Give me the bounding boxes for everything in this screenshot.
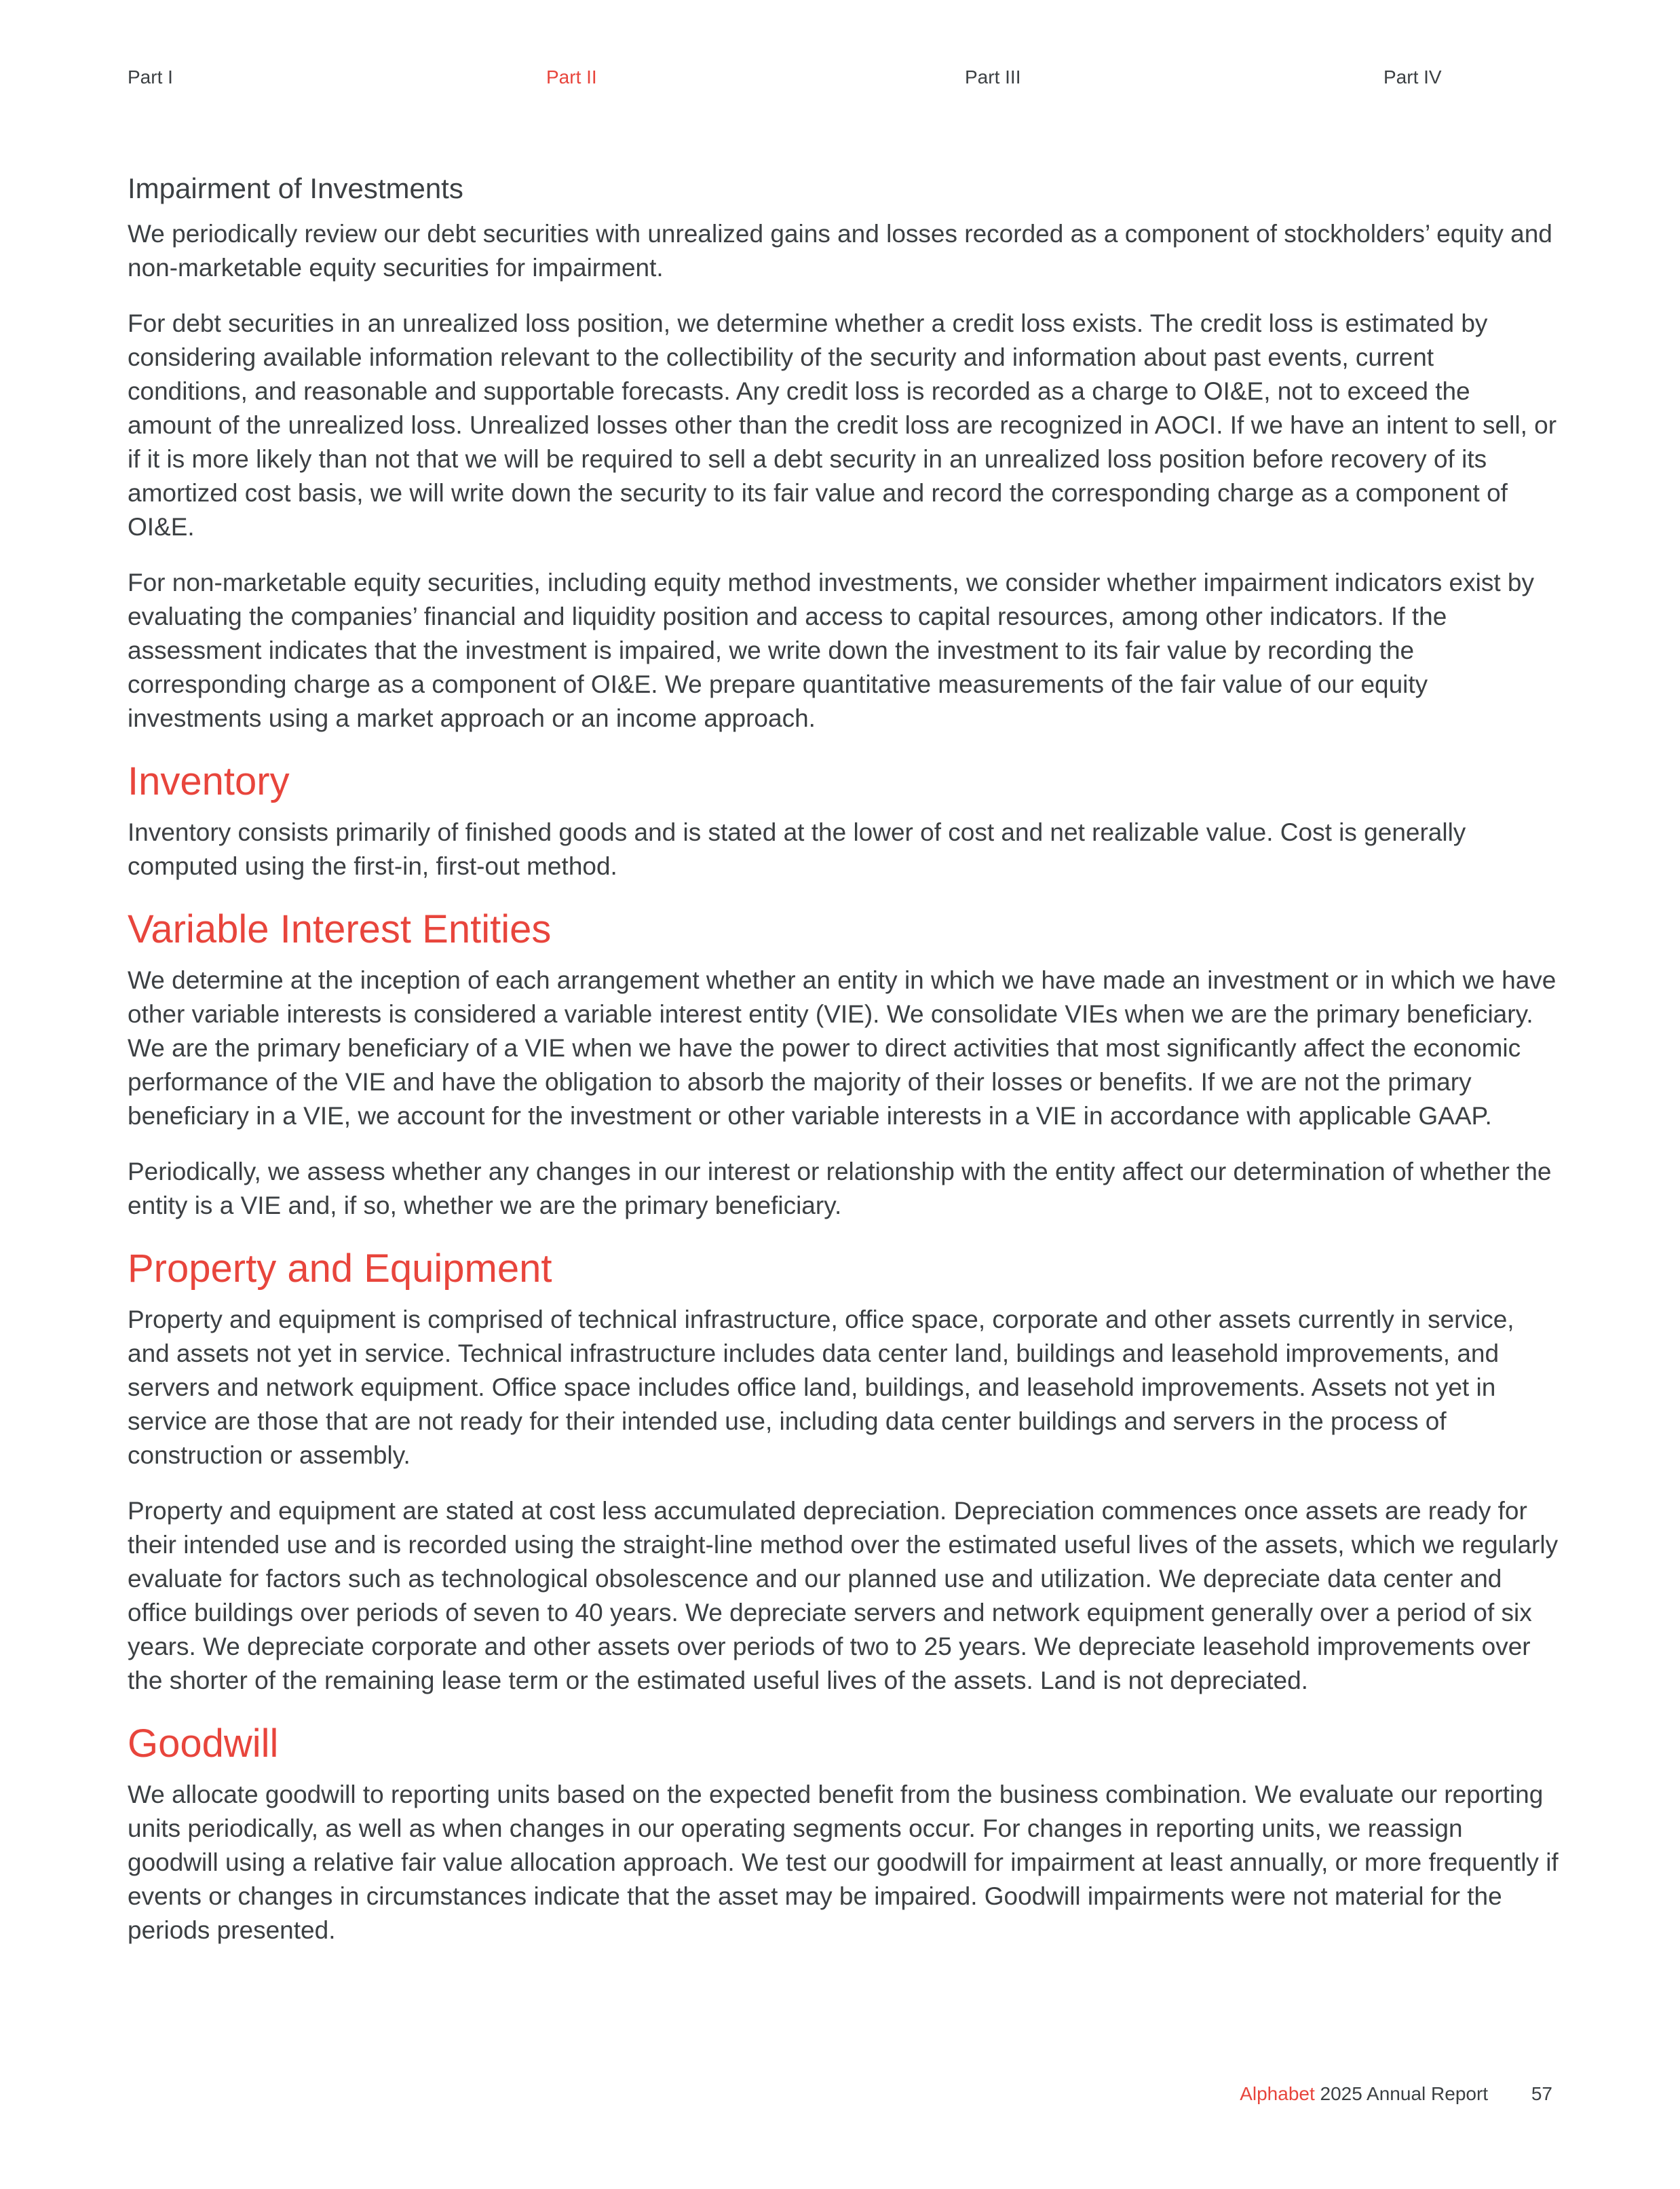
paragraph: We determine at the inception of each arrangement whether an entity in which we have made an investment or in which we have other variable interests is considered a variable interest entity (VIE). We consolidate VIEs when we are the primary beneficiary. We are the primary beneficiary of a VIE when we have the power to direct activities that most significantly affect the economic performance of the VIE and have the obligation to absorb the majority of their losses or benefits. If we are not the primary beneficiary in a VIE, we account for the investment or other variable interests in a VIE in accordance with applicable GAAP. (128, 966, 1557, 1130)
page-footer (1240, 2082, 1552, 2106)
section-property-and-equipment (128, 1244, 1559, 1698)
paragraph: For non-marketable equity securities, including equity method investments, we consider whether impairment indicators exist by evaluating the companies’ financial and liquidity position and access to capital resources, among other indicators. If the assessment indicates that the investment is impaired, we write down the investment to its fair value by recording the corresponding charge as a component of OI&E. We prepare quantitative measurements of the fair value of our equity investments using a market approach or an income approach. (128, 569, 1534, 732)
footer-report-title: 2025 Annual Report (1320, 2083, 1489, 2104)
paragraph: Property and equipment is comprised of technical infrastructure, office space, corporate and other assets currently in service, and assets not yet in service. Technical infrastructure includes data center land, buildings and leasehold improvements, and servers and network equipment. Office space includes office land, buildings, and leasehold improvements. Assets not yet in service are those that are not ready for their intended use, including data center buildings and servers in the process of construction or assembly. (128, 1306, 1514, 1469)
paragraph: We periodically review our debt securities with unrealized gains and losses recorded as a component of stockholders’ equity and non-marketable equity securities for impairment. (128, 220, 1552, 282)
section-inventory (128, 757, 1559, 883)
paragraph: Inventory consists primarily of finished goods and is stated at the lower of cost and net realizable value. Cost is generally computed using the first-in, first-out method. (128, 818, 1466, 880)
nav-part-iv[interactable]: Part IV (1383, 66, 1442, 88)
heading-variable-interest-entities: Variable Interest Entities (128, 907, 552, 951)
part-navigation (128, 65, 1552, 92)
nav-part-ii[interactable]: Part II (546, 66, 597, 88)
section-impairment-of-investments (128, 170, 1559, 736)
paragraph: Property and equipment are stated at cost less accumulated depreciation. Depreciation commences once assets are ready for their intended use and is recorded using the straight-line method over the estimated useful lives of the assets, which we regularly evaluate for factors such as technological obsolescence and our planned use and utilization. We depreciate data center and office buildings over periods of seven to 40 years. We depreciate servers and network equipment generally over a period of six years. We depreciate corporate and other assets over periods of two to 25 years. We depreciate leasehold improvements over the shorter of the remaining lease term or the estimated useful lives of the assets. Land is not depreciated. (128, 1497, 1559, 1694)
heading-property-and-equipment: Property and Equipment (128, 1246, 552, 1291)
paragraph: Periodically, we assess whether any changes in our interest or relationship with the entity affect our determination of whether the entity is a VIE and, if so, whether we are the primary beneficiary. (128, 1158, 1552, 1219)
nav-part-iii[interactable]: Part III (965, 66, 1021, 88)
subheading-impairment-of-investments: Impairment of Investments (128, 172, 463, 204)
paragraph: We allocate goodwill to reporting units based on the expected benefit from the business combination. We evaluate our reporting units periodically, as well as when changes in our operating segments occur. For changes in reporting units, we reassign goodwill using a relative fair value allocation approach. We test our goodwill for impairment at least annually, or more frequently if events or changes in circumstances indicate that the asset may be impaired. Goodwill impairments were not material for the periods presented. (128, 1781, 1559, 1944)
heading-goodwill: Goodwill (128, 1721, 279, 1766)
footer-brand: Alphabet (1240, 2083, 1315, 2104)
section-goodwill (128, 1719, 1559, 1947)
section-variable-interest-entities (128, 905, 1559, 1223)
heading-inventory: Inventory (128, 759, 290, 803)
paragraph: For debt securities in an unrealized loss position, we determine whether a credit loss exists. The credit loss is estimated by considering available information relevant to the collectibility of the security and information about past events, current conditions, and reasonable and supportable forecasts. Any credit loss is recorded as a charge to OI&E, not to exceed the amount of the unrealized loss. Unrealized losses other than the credit loss are recognized in AOCI. If we have an intent to sell, or if it is more likely than not that we will be required to sell a debt security in an unrealized loss position before recovery of its amortized cost basis, we will write down the security to its fair value and record the corresponding charge as a component of OI&E. (128, 309, 1557, 541)
page-number: 57 (1531, 2083, 1552, 2104)
nav-part-i[interactable]: Part I (128, 66, 173, 88)
document-body (128, 170, 1559, 1969)
